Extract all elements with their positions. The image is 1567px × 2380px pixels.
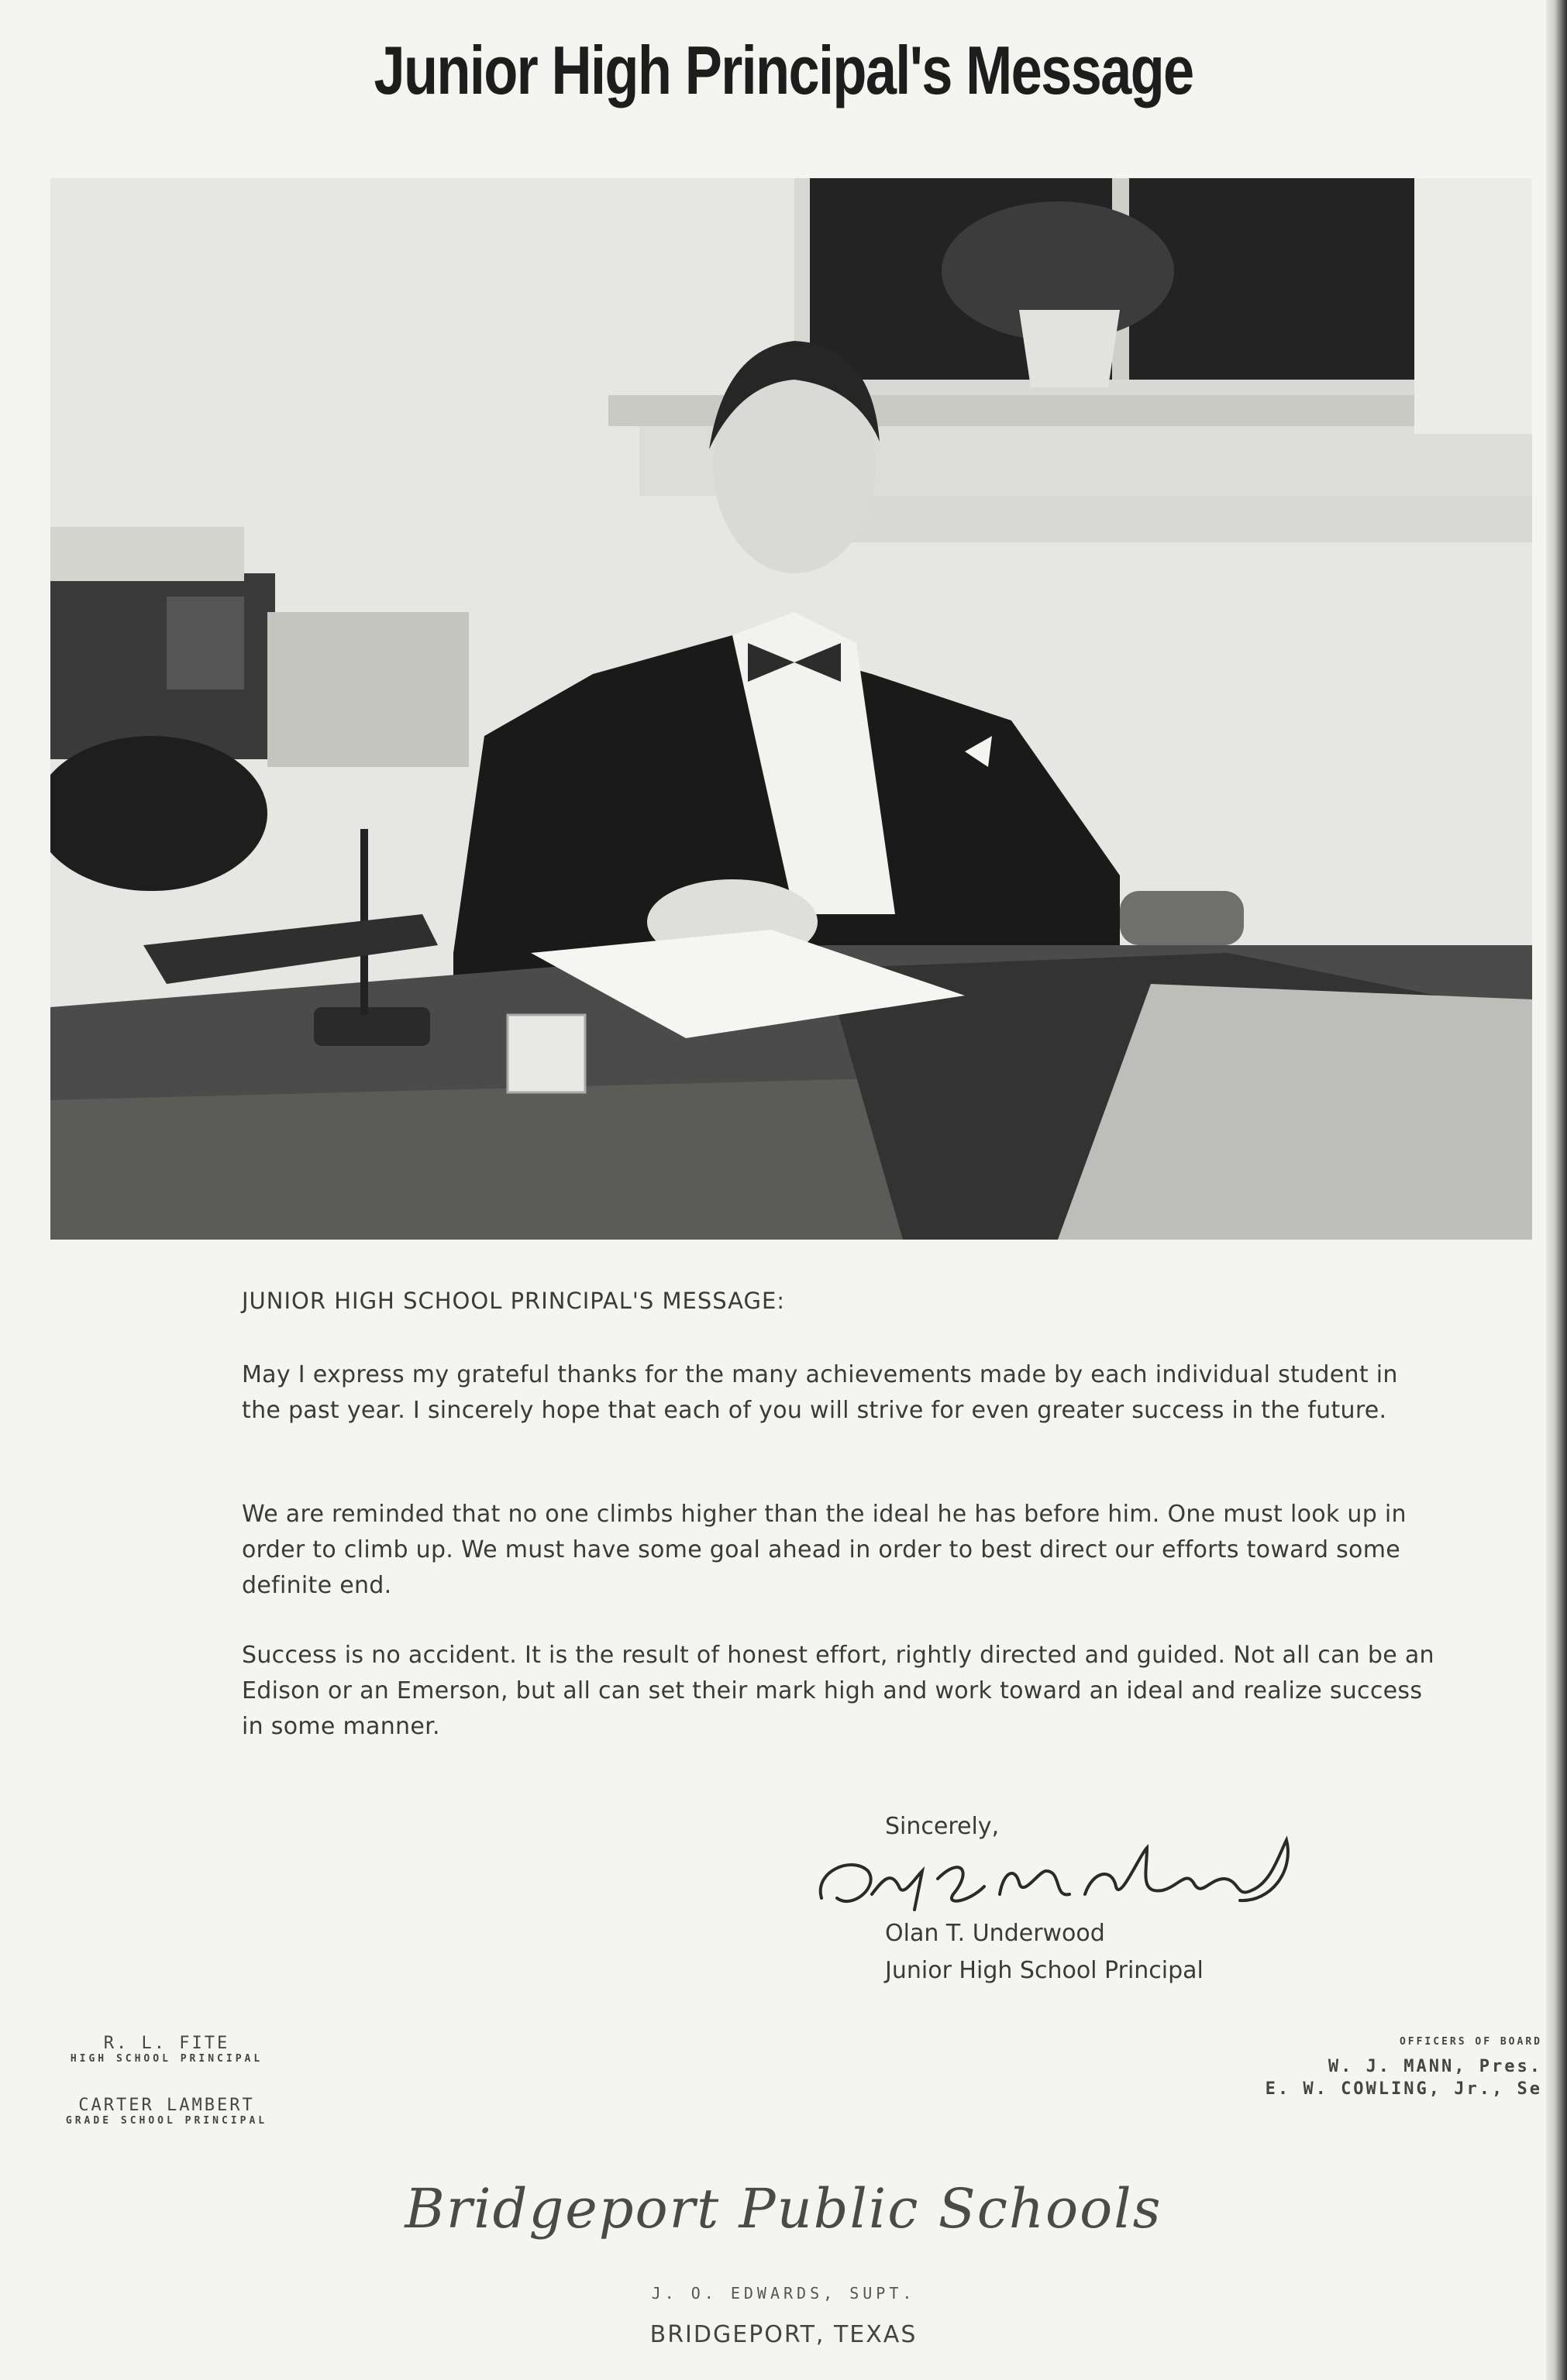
staff-name: R. L. FITE bbox=[103, 2034, 230, 2053]
school-name: Bridgeport Public Schools bbox=[405, 2177, 1162, 2241]
letter-paragraph: May I express my grateful thanks for the many achievements made by each individual student in the past year. I sincerely hope that each of you will strive for even greater success in the future. bbox=[242, 1361, 1398, 1424]
handwritten-signature bbox=[806, 1825, 1302, 1917]
officer-entry: E. W. COWLING, Jr., Se bbox=[1265, 2079, 1542, 2099]
officers-of-board bbox=[1217, 2036, 1542, 2099]
page-edge bbox=[1546, 0, 1567, 2380]
staff-entry bbox=[15, 2034, 318, 2065]
staff-role: GRADE SCHOOL PRINCIPAL bbox=[65, 2115, 268, 2127]
signer-name: Olan T. Underwood bbox=[885, 1920, 1105, 1947]
page-title: Junior High Principal's Message bbox=[374, 32, 1193, 108]
superintendent: J. O. EDWARDS, SUPT. bbox=[651, 2284, 916, 2303]
staff-entry bbox=[15, 2096, 318, 2127]
school-city: BRIDGEPORT, TEXAS bbox=[649, 2321, 918, 2348]
letter-paragraph: Success is no accident. It is the result of honest effort, rightly directed and guided. Not all can be an Edison or an Emerson, but all can set their mark high and work toward an ideal and realize success in some manner. bbox=[242, 1642, 1434, 1740]
staff-role: HIGH SCHOOL PRINCIPAL bbox=[70, 2053, 263, 2065]
letter-paragraph: We are reminded that no one climbs higher than the ideal he has before him. One must look up in order to climb up. We must have some goal ahead in order to best direct our efforts toward some definite end. bbox=[242, 1501, 1407, 1599]
officers-header: OFFICERS OF BOARD bbox=[1399, 2036, 1542, 2048]
staff-name: CARTER LAMBERT bbox=[78, 2096, 255, 2115]
letter-heading: JUNIOR HIGH SCHOOL PRINCIPAL'S MESSAGE: bbox=[242, 1288, 786, 1314]
signer-title: Junior High School Principal bbox=[885, 1957, 1204, 1984]
principal-photo bbox=[50, 178, 1532, 1240]
officer-entry: W. J. MANN, Pres. bbox=[1328, 2057, 1542, 2076]
letter-closing: Sincerely, bbox=[885, 1813, 1000, 1840]
